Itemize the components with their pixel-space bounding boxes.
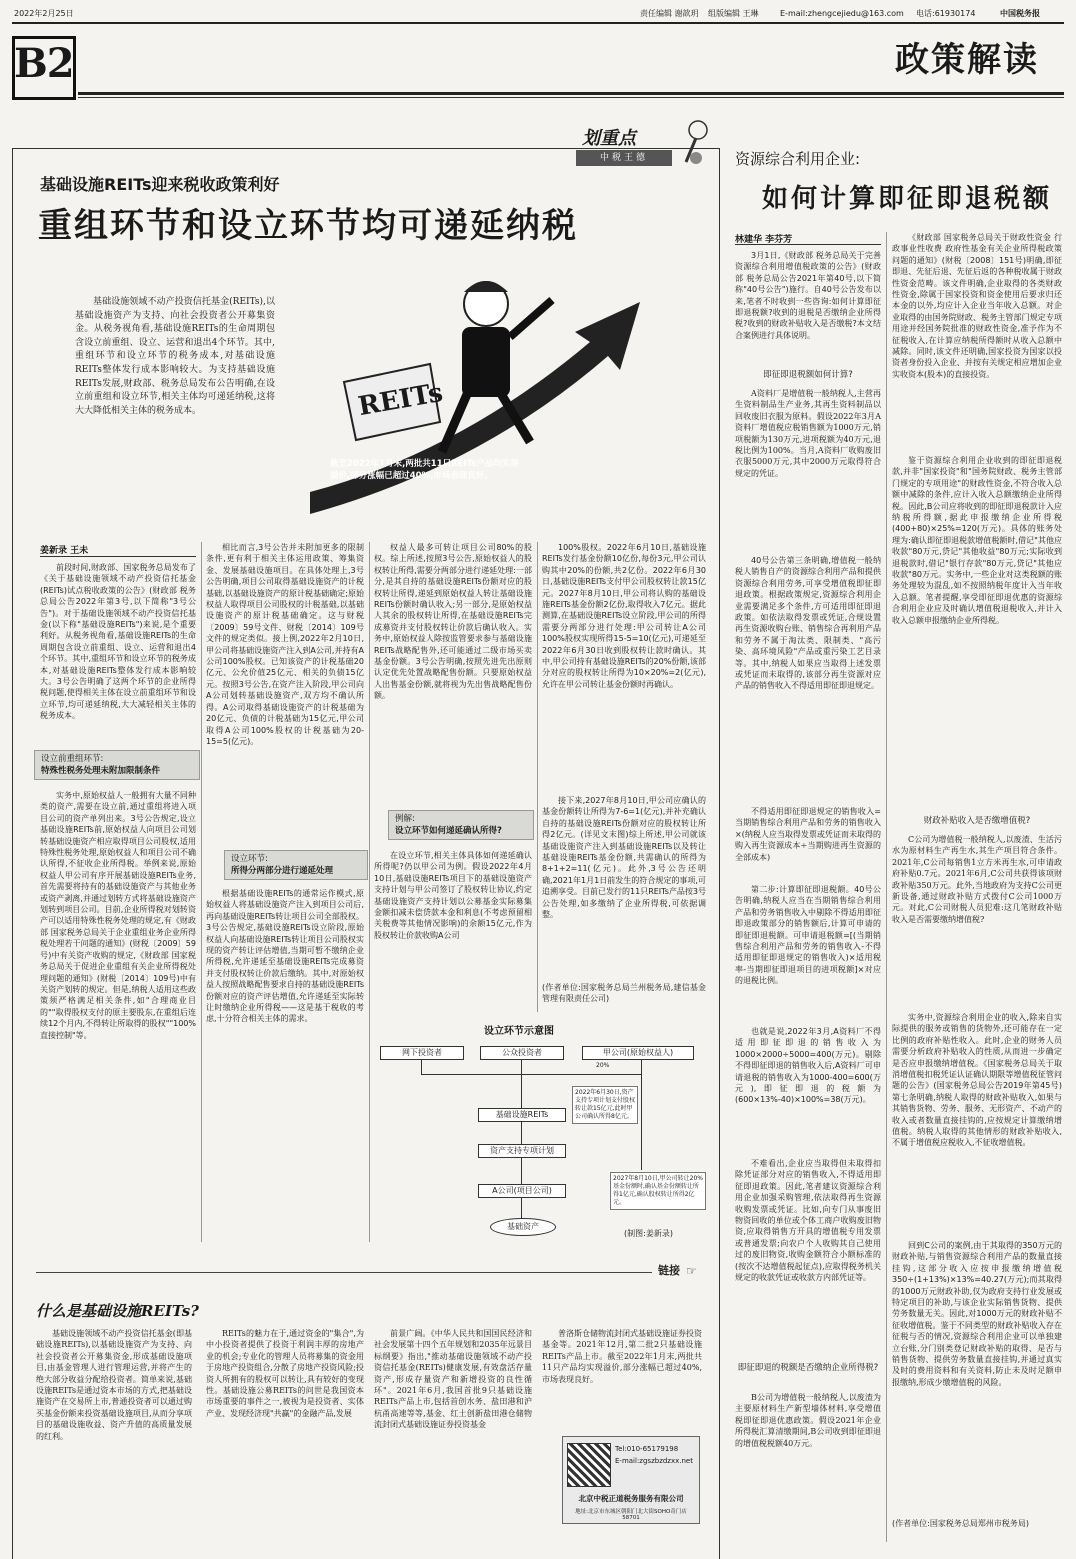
col-divider-3 [537,542,538,1012]
explainer-col-4: 普洛斯仓储物流封闭式基础设施证券投资基金等。2021年12月,第二批2只基础设施REITs产品上市。截至2022年1月末,两批共11只产品均实现溢价,部分涨幅已超过40%,市场表现良好。 [542,1329,702,1384]
main-headline: 重组环节和设立环节均可递延纳税 [38,206,578,246]
subhead-restructuring-text: 特殊性税务处理未附加限制条件 [41,766,161,776]
main-col-1b: 实务中,原始权益人一般拥有大量不同种类的资产,需要在设立前,通过重组将进入项目公司的资产单列出来。3号公告规定,设立基础设施REITs前,原始权益人向项目公司划转基础设施资产相应取得项目公司股权,适用特殊性税务处理,原始权益人和项目公司不确认所得,不征收企业所得税。举例来说,原始权益人甲公司有序开展基础设施REITs业务,首先需要将持有的基础设施资产与其他业务或资产剥离,并通过划转方式将基础设施资产划转到项目公司。目前,企业所得税对划转资产可以适用特殊性税务处理的规定,有《财政部 国家税务总局关于企业重组业务企业所得税处理若干问题的通知》(财税〔2009〕59号)中有关资产收购的规定,《财政部 国家税务总局关于促进企业重组有关企业所得税处理问题的通知》(财税〔2014〕109号)中有关资产划转的规定。但是,纳税人适用这些政策须严格满足相关条件,如"合理商业目的""取得股权支付的原主要股东,在重组后连续12个月内,不得转让所取得的股权""100%直接控制"等。 [40,791,196,1040]
sidebar-right-1: 《财政部 国家税务总局关于财政性资金 行政事业性收费 政府性基金有关企业所得税政策问题的通知》(财税〔2008〕151号)明确,即征即退、先征后退、先征后返的各种税收属于财政性资金范畴。该文件明确,企业取得的各类财政性资金,除属于国家投资和资金使用后要求归还本金的以外,均应计入企业当年收入总额。对企业取得的由国务院财政、税务主管部门规定专项用途并经国务院批准的财政性资金,准予作为不征税收入,在计算应纳税所得额时从收入总额中减除。同时,该文件还明确,国家投资为国家以投资者身份投入企业、并按有关规定相应增加企业实收资本(股本)的直接投资。 [892,233,1062,379]
subhead-example [388,810,534,840]
diagram-title: 设立环节示意图 [484,1026,554,1037]
sidebar-q1: 即征即退税额如何计算? [763,370,853,380]
diagram-credit: (制图:姜新录) [624,1229,673,1238]
section-rule [78,92,1064,95]
explainer-col-3: 前景广阔。《中华人民共和国国民经济和社会发展第十四个五年规划和2035年远景目标纲要》指出,"推动基础设施领域不动产投资信托基金(REITs)健康发展,有效盘活存量资产,形成存量资产和新增投资的良性循环"。2021年6月,我国首批9只基础设施REITs产品上市,包括首创水务、盐田港和沪杭甬高速等等,基金、红土创新盐田港仓储物流封闭式基础设施证券投资基金 [374,1329,532,1430]
main-col-3: 权益人最多可转让项目公司80%的股权。综上所述,按照3号公告,原始权益人的股权转让所得,需要分两部分进行递延处理:一部分,是其自持的基础设施REITs份额对应的股权转让所得,递延到原始权益人转让基础设施REITs份额时确认收入;另一部分,是原始权益人其余的股权转让所得,在基础设施REITs完成募资并支付股权转让价款后确认收入。实务中,原始权益人除按监管要求参与基础设施REITs战略配售外,还可能通过二级市场买卖基金份额。3号公告明确,按照先进先出原则认定优先处置战略配售份额。只要原始权益人出售基金份额,就将视为先出售战略配售份额。 [374,543,532,701]
explainer-col-2: REITs的魅力在于,通过资金的"集合",为中小投资者提供了投资于利润丰厚的房地产业的机会;专业化的管理人员将募集的资金用于房地产投资组合,分散了房地产投资风险;投资人所拥有的股权可以转让,具有较好的变现性。基础设施公募REITs的问世是我国资本市场重要的事件之一,被视为是投资者、实体产业、发现经济现"共赢"的金融产品,发展 [206,1329,364,1418]
section-title: 政策解读 [895,40,1039,80]
issue-date: 2022年2月25日 [14,9,74,18]
badge-title: 划重点 [582,128,636,149]
sidebar-q3: 财政补贴收入是否缴增值税? [923,816,1031,826]
connector-offline [421,1060,422,1074]
sidebar-right-4: 回到C公司的案例,由于其取得的350万元的财政补贴,与销售资源综合利用产品的数量直接挂钩,这部分收入应按申报缴纳增值税350÷(1+13%)×13%=40.27(万元);而其取得的1000万元财政补助,仅为政府支持行业发展或特定项目的补助,与该企业实际销售货物、提供劳务数量无关。因此,对1000万元的财政补贴不征收增值税。鉴于不同类型的财政补贴收入存在征税与否的情况,资源综合利用企业可以单独建立台账,分门别类登记财政补贴的取得、是否与销售货物、提供劳务数量直接挂钩,并通过真实及时的费用资料和有关资料,防止未及时足额申报缴纳,形成少缴增值税的风险。 [892,1241,1062,1387]
connector-originator-down [641,1060,642,1170]
masthead-rule [12,22,1064,24]
illustration-caption: 截至2022年1月末,两批共11只REITs产品均实现溢价,部分涨幅已超过40%,市场表现良好。 [330,459,519,481]
connector-to-reits [521,1074,522,1108]
sidebar-kicker: 资源综合利用企业: [735,150,861,168]
qr-code-icon [567,1443,611,1487]
hand-pointer-icon: ☞ [686,1264,697,1278]
sidebar-byline: 林建华 李芬芳 [735,235,793,245]
sidebar-text2: 不得适用即征即退规定的销售收入=当期销售综合利用产品和劳务的销售收入×(纳税人应当取得发票或凭证而未取得的购入再生资源成本÷当期购进再生资源的全部成本) [735,807,881,862]
main-col-4: 100%股权。2022年6月10日,基础设施REITs发行基金份额10亿份,每份3元,甲公司认购其中20%的份额,共2亿份。2022年6月30日,基础设施REITs支付甲公司股权转让款15亿元。2027年8月10日,甲公司将认购的基础设施REITs基金份额2亿份,取得收入7亿元。据此测算,在基础设施REITs设立阶段,甲公司的所得需要分两部分进行处理:甲公司转让A公司100%股权实现所得15-5=10(亿元),可递延至2022年6月30日收到股权转让款时确认。其中,甲公司持有基础设施REITs的20%份额,该部分对应的股权转让所得为10×20%=2(亿元),允许在甲公司转让基金份额时再确认。 [542,543,706,689]
subhead-setup-text: 所得分两部分进行递延处理 [231,866,334,876]
diagram-note-2022: 2022年6月30日,资产支持专项计划支付股权转让款15亿元,此时甲公司确认所得8亿元。 [572,1086,638,1124]
sidebar-text5: 不难看出,企业应当取得但未取得扣除凭证部分对应的销售收入,不得适用即征即退政策。因此,笔者建议资源综合利用企业加强采购管理,依法取得再生资源收购发票或凭证。比如,向专门从事废旧物资回收的单位或个体工商户收购废旧物资,应取得销售方开具的增值税专用发票或普通发票;向农户个人收购其自己使用过的废旧物资,收购金额符合小额标准的(按次不达增值税起征点),应取得税务机关规定的收款凭证或收款方内部凭证等。 [735,1159,881,1283]
subhead-setup-title: 设立环节: [231,854,268,864]
link-label: 链接 [658,1264,680,1277]
subhead-example-title: 例解: [395,814,415,824]
ad-address: 地址:北京市东城区朝阳门北大街SOHO奇门店58701 [575,1509,687,1521]
diagram-pct-20: 20% [596,1062,610,1069]
diagram-note-2027: 2027年8月10日,甲公司转让20%基金份额时,确认基金份额转让所得1亿元,确认股权转让所得2亿元。 [610,1172,706,1210]
main-byline: 姜新录 王未 [40,546,89,556]
section-rule-thin [78,97,1064,98]
main-author-note: (作者单位:国家税务总局兰州税务局,建信基金管理有限责任公司) [542,983,706,1004]
main-col-2: 相比而言,3号公告并未附加更多的限制条件,更有利于相关主体运用政策、筹集资金、发展基础设施项目。在具体处理上,3号公告明确,项目公司取得基础设施资产的计税基础,以基础设施资产的原计税基础确定;原始权益人取得项目公司股权的计税基础,以基础设施资产的原计税基础确定。这与财税〔2009〕59号文件、财税〔2014〕109号文件的规定类似。接上例,2022年2月10日,甲公司将基础设施资产注入到A公司,并持有A公司100%股权。已知该资产的计税基础20亿元、公允价值25亿元、相关的负债15亿元。按照3号公告,在资产注入阶段,甲公司向A公司划转基础设施资产,双方均不确认所得。A公司取得基础设施资产的计税基础为20亿元、负债的计税基础为15亿元,甲公司取得A公司100%股权的计税基础为20-15=5(亿元)。 [206,543,364,746]
connector-public [521,1060,522,1074]
node-offline-investors: 网下投资者 [380,1046,464,1060]
page-number: B2 [14,40,74,87]
sidebar-text1: 40号公告第三条明确,增值税一般纳税人销售自产的资源综合利用产品和提供资源综合利用劳务,可享受增值税即征即退政策。根据政策规定,资源综合利用企业需要满足多个条件,方可适用即征即退政策。如依法取得发票或凭证,合规设置再生资源收购台账、销售综合再利用产品和劳务不属于淘汰类、限制类、"高污染、高环境风险"产品或重污染工艺目录等。其中,纳税人如果应当取得上述发票或凭证而未取得的,该部分再生资源对应产品的销售收入不得适用即征即退规定。 [735,556,881,691]
badge-subtitle: 中税王德 [576,150,672,166]
explainer-title: 什么是基础设施REITs? [36,1302,199,1320]
connector-to-project [521,1158,522,1184]
explainer-col-1: 基础设施领域不动产投资信托基金(即基础设施REITs),以基础设施资产为支持、向社会投资者公开募集资金,形成基础设施项目,由基金管理人进行管理运营,并将产生的绝大部分收益分配给投资者。简单来说,基础设施REITs是通过资本市场的方式,把基础设施资产在交易所上市,普通投资者可以通过购买基金份额来投资基础设施项目,从而分享项目的基础设施收益、资产升值的高质量发展的红利。 [36,1329,192,1441]
byline-rule [40,556,196,557]
setup-diagram [374,1022,708,1246]
ad-box [562,1436,700,1524]
editor-phone: 电话:61930174 [916,9,976,18]
sidebar-q2: 即征即退的税额是否缴纳企业所得税? [737,1363,879,1373]
main-lede: 基础设施领域不动产投资信托基金(REITs),以基础设施资产为支持、向社会投资者公开募集资金。从税务视角看,基础设施REITs的生命周期包含设立前重组、设立、运营和退出4个环节。其中,重组环节和设立环节的税务成本,对基础设施REITs整体发行成本影响较大。为支持基础设施REITs发展,财政部、税务总局发布公告明确,在设立前重组和设立环节,相关主体均可递延纳税,这将大大降低相关主体的税务成本。 [75,297,275,416]
editor-email: E-mail:zhengcejiedu@163.com [780,9,904,18]
sidebar-case1: A资料厂是增值税一般纳税人,主营再生资料制品生产业务,其再生资料制品以回收废旧衣服为原料。假设2022年3月A资料厂增值税应税销售额为1000万元,销项税额为130万元,进项税额为40万元,退税比例为100%。当月,A资料厂收购废旧衣服5000万元,其中2000万元取得符合规定的凭证。 [735,389,881,478]
subhead-setup [224,850,368,880]
sidebar-right-2: 鉴于资源综合利用企业收到的即征即退税款,并非"国家投资"和"国务院财政、税务主管部门规定的专项用途"的财政性资金,不符合收入总额中减除的条件,应计入收入总额缴纳企业所得税。因此,B公司应将收到的即征即退税款计入应纳税所得额,据此申报缴纳企业所得税(400+80)×25%=120(万元)。具体的账务处理为:确认即征即退税款增值税额时,借记"其他应收款"80万元,贷记"其他收益"80万元;实际收到退税款时,借记"银行存款"80万元,贷记"其他应收款"80万元。实务中,一些企业对这类税额的账务处理较为混乱,如不按照纳税年度计入当年收入总额。笔者提醒,享受即征即退优惠的资源综合利用企业应及时确认增值税退税收入,并计入收入总额申报缴纳企业所得税。 [892,456,1062,625]
subhead-example-text: 设立环节如何递延确认所得? [395,826,502,836]
ad-tel: Tel:010-65179198 [615,1445,679,1453]
sidebar-case3: C公司为增值税一般纳税人,以废渣、生活污水为原材料生产再生水,其生产项目符合条件。2021年,C公司每销售1立方米再生水,可申请政府补贴0.7元。2021年6月,C公司共获得该项财政补贴350万元。此外,当地政府为支持C公司更新设备,通过财政补贴方式拨付C公司1000万元。对此,C公司财税人员犯难:这几笔财政补贴收入是否需要缴纳增值税? [892,835,1062,924]
sidebar-author-note: (作者单位:国家税务总局郑州市税务局) [892,1519,1029,1528]
newspaper-name: 中国税务报 [1000,9,1040,18]
main-col-3b: 在设立环节,相关主体具体如何递延确认所得呢?仍以甲公司为例。假设2022年4月10日,基础设施REITs项目下的基础设施资产支持计划与甲公司签订了股权转让协议,约定基础设施资产支持计划以公募基金实际募集金额扣减未偿贷款本金和利息(不考虑预留相关税费等其他情况影响)的余额15亿元,作为股权转让价款收购A公司 [374,851,532,940]
sidebar-text3: 第二步:计算即征即退税额。40号公告明确,纳税人应当在当期销售综合利用产品和劳务销售收入中剔除不得适用即征即退政策部分的销售额后,计算可申请的即征即退税额。可申请退税额=[(当期销售综合利用产品和劳务的销售收入-不得适用即征即退规定的销售收入)×适用税率-当期即征即退项目的进项税额]×对应的退税比例。 [735,885,881,986]
ad-email: E-mail:zgszbzdzxx.net [615,1457,693,1465]
node-originator: 甲公司(原始权益人) [582,1046,694,1060]
ad-company: 北京中税正道税务服务有限公司 [578,1494,684,1503]
main-col-2b: 根据基础设施REITs的通常运作模式,原始权益人将基础设施资产注入到项目公司后,再向基础设施REITs转让项目公司全部股权。3号公告规定,基础设施REITs设立阶段,原始权益人向基础设施REITs转让项目公司股权实现的资产转让评估增值,当期可暂不缴纳企业所得税,允许递延至基础设施REITs完成募资并支付股权转让价款后缴纳。其中,对原始权益人按照战略配售要求自持的基础设施REITs份额对应的资产评估增值,允许递延至实际转让时缴纳企业所得税——这是基于税收的考虑,十分符合相关主体的需求。 [206,889,364,1024]
col-divider-2 [369,542,370,1242]
node-project-company: A公司(项目公司) [478,1184,566,1198]
connector-top [421,1074,641,1075]
subhead-restructuring [34,750,200,780]
layout-credit: 组版编辑 王琳 [708,9,759,18]
main-kicker: 基础设施REITs迎来税收政策利好 [40,175,280,194]
main-col-1: 前段时间,财政部、国家税务总局发布了《关于基础设施领域不动产投资信托基金(REITs)试点税收政策的公告》(财政部 税务总局公告2022年第3号,以下简称"3号公告")。对于基础设施领域不动产投资信托基金(以下称"基础设施REITs")来说,是个重要利好。从税务视角看,基础设施REITs的生命周期包含设立前重组、设立、运营和退出4个环节。其中,重组环节和设立环节的税务成本,对基础设施REITs整体发行成本影响较大。3号公告明确了这两个环节的企业所得税问题,使得相关主体在设立前重组环节和设立环节,均可递延纳税,大大减轻相关主体的税务成本。 [40,563,196,721]
node-base-asset: 基础资产 [490,1218,556,1236]
node-public-investors: 公众投资者 [480,1046,564,1060]
node-reits: 基础设施REITs [478,1108,566,1122]
node-abs-plan: 资产支持专项计划 [478,1144,566,1158]
connector-to-asset [521,1198,522,1220]
sidebar-intro: 3月1日,《财政部 税务总局关于完善资源综合利用增值税政策的公告》(财政部 税务总局公告2021年第40号,以下简称"40号公告")施行。自40号公告发布以来,笔者不时收到一些咨询:如何计算即征即退税额?收到的退税是否缴纳企业所得税?收到的财政补贴收入是否缴税?本文结合案例进行具体说明。 [735,251,881,340]
link-rule [36,1272,652,1273]
illustration-label: REITs [356,377,446,423]
col-divider-1 [201,542,202,1242]
sidebar-divider [886,232,887,1542]
sidebar-right-3: 实务中,资源综合利用企业的收入,除来自实际提供的服务或销售的货物外,还可能存在一定比例的政府补贴性收入。此时,企业的财务人员需要分析政府补贴收入的性质,从而进一步确定是否应申报缴纳增值税。《国家税务总局关于取消增值税扣税凭证认证确认期限等增值税征管问题的公告》(国家税务总局公告2019年第45号)第七条明确,纳税人取得的财政补贴收入,如果与其销售货物、劳务、服务、无形资产、不动产的收入或者数量直接挂钩的,应按规定计算缴纳增值税。纳税人取得的其他情形的财政补贴收入,不属于增值税应税收入,不征收增值税。 [892,1013,1062,1148]
sidebar-text4: 也就是说,2022年3月,A资料厂不得适用即征即退的销售收入为1000×2000÷5000=400(万元)。剔除不得即征即退的销售收入后,A资料厂可申请退税的销售收入为1000-400=600(万元),即征即退的税额为(600×13%-40)×100%=38(万元)。 [735,1027,881,1105]
sidebar-headline: 如何计算即征即退税额 [762,184,1053,214]
editor-credit: 责任编辑 谢歆玥 [640,9,699,18]
main-col-4b: 接下来,2027年8月10日,甲公司应确认的基金份额转让所得为7-6=1(亿元),并补充确认自持的基础设施REITs份额对应的股权转让所得2亿元。(详见文末图)综上所述,甲公司就该基础设施资产注入到基础设施REITs以及转让基础设施REITs基金份额,共需确认的所得为8+1+2=11(亿元)。此外,3号公告还明确,2021年1月1日前发生的符合规定的事项,可追溯享受。目前已发行的11只REITs产品按3号公告处理,如多缴纳了企业所得税,可依据调整。 [542,796,706,920]
sidebar-case2: B公司为增值税一般纳税人,以废渣为主要原材料生产新型墙体材料,享受增值税即征即退优惠政策。假设2021年企业所得税汇算清缴期间,B公司收到即征即退的增值税税额40万元。 [735,1393,881,1448]
subhead-restructuring-title: 设立前重组环节: [41,754,104,764]
sidebar-byline-rule [735,244,881,245]
connector-to-abs [521,1122,522,1144]
